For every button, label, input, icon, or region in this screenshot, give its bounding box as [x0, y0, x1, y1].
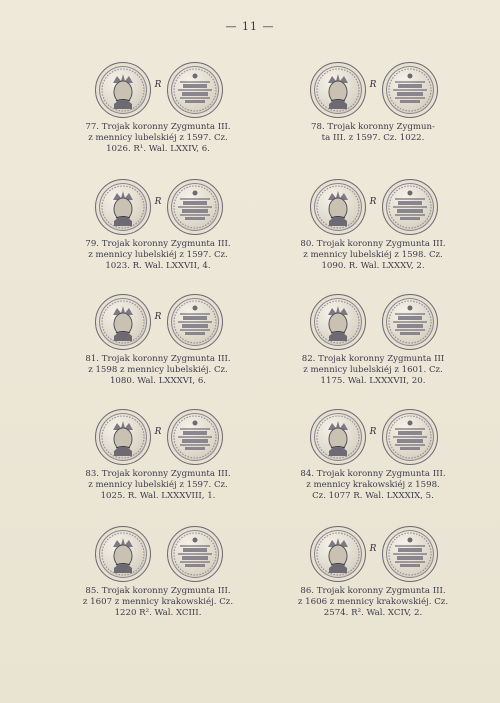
coin-obverse-image	[95, 526, 151, 582]
caption-line: 1090. R. Wal. LXXXV, 2.	[321, 261, 425, 271]
coin-reverse-image	[167, 294, 223, 350]
caption-line: 78. Trojak koronny Zygmun-	[311, 122, 435, 132]
caption-line: 81. Trojak koronny Zygmunta III.	[85, 354, 231, 364]
mint-mark: R	[154, 312, 162, 322]
caption-line: 84. Trojak koronny Zygmunta III.	[300, 469, 446, 479]
coin-obverse-image	[95, 62, 151, 118]
coin-reverse-image	[382, 526, 438, 582]
coin-reverse-image	[382, 179, 438, 235]
mint-mark: R	[154, 427, 162, 437]
caption-line: 80. Trojak koronny Zygmunta III.	[300, 239, 446, 249]
caption-line: z mennicy lubelskiéj z 1597. Cz.	[88, 250, 228, 260]
coin-pair	[53, 290, 263, 352]
coin-obverse-image	[310, 294, 366, 350]
coin-pair	[268, 522, 478, 584]
caption-line: z mennicy lubelskiéj z 1597. Cz.	[88, 133, 228, 143]
mint-mark: R	[154, 197, 162, 207]
coin-entry	[53, 58, 263, 155]
coin-pair	[268, 175, 478, 237]
coin-pair	[53, 522, 263, 584]
coin-entry	[53, 175, 263, 272]
caption-line: z mennicy lubelskiéj z 1597. Cz.	[88, 480, 228, 490]
caption-line: z mennicy lubelskiéj z 1601. Cz.	[303, 365, 443, 375]
coin-entry	[268, 405, 478, 502]
coin-pair	[268, 58, 478, 120]
mint-mark: R	[369, 427, 377, 437]
coin-entry	[268, 522, 478, 619]
mint-mark: R	[154, 80, 162, 90]
coin-caption	[268, 122, 478, 144]
coin-reverse-image	[382, 62, 438, 118]
coin-entry	[53, 290, 263, 387]
page-number: — 11 —	[225, 20, 275, 33]
caption-line: 85. Trojak koronny Zygmunta III.	[85, 586, 231, 596]
coin-obverse-image	[310, 409, 366, 465]
mint-mark: R	[369, 197, 377, 207]
caption-line: 1220 R². Wal. XCIII.	[114, 608, 202, 618]
caption-line: 79. Trojak koronny Zygmunta III.	[85, 239, 231, 249]
caption-line: 82. Trojak koronny Zygmunta III	[301, 354, 445, 364]
coin-caption	[268, 239, 478, 272]
coin-obverse-image	[310, 179, 366, 235]
coin-reverse-image	[167, 179, 223, 235]
caption-line: 86. Trojak koronny Zygmunta III.	[300, 586, 446, 596]
coin-caption	[268, 354, 478, 387]
caption-line: 83. Trojak koronny Zygmunta III.	[85, 469, 231, 479]
caption-line: z mennicy lubelskiéj z 1598. Cz.	[303, 250, 443, 260]
coin-obverse-image	[310, 62, 366, 118]
coin-reverse-image	[382, 294, 438, 350]
coin-entry	[53, 522, 263, 619]
caption-line: 1025. R. Wal. LXXXVIII, 1.	[100, 491, 216, 501]
coin-caption	[268, 469, 478, 502]
mint-mark: R	[369, 544, 377, 554]
coin-obverse-image	[95, 179, 151, 235]
coin-pair	[53, 58, 263, 120]
coin-entry	[53, 405, 263, 502]
caption-line: z 1598 z mennicy lubelskiéj. Cz.	[88, 365, 228, 375]
caption-line: z 1607 z mennicy krakowskiéj. Cz.	[82, 597, 234, 607]
coin-pair	[53, 405, 263, 467]
coin-obverse-image	[310, 526, 366, 582]
mint-mark: R	[369, 80, 377, 90]
coin-caption	[53, 239, 263, 272]
coin-entry	[268, 58, 478, 144]
coin-entry	[268, 175, 478, 272]
coin-obverse-image	[95, 294, 151, 350]
caption-line: 1175. Wal. LXXXVII, 20.	[320, 376, 426, 386]
coin-entry	[268, 290, 478, 387]
coin-caption	[53, 122, 263, 155]
caption-line: 77. Trojak koronny Zygmunta III.	[85, 122, 231, 132]
caption-line: 1026. R¹. Wal. LXXIV, 6.	[106, 144, 210, 154]
coin-caption	[53, 469, 263, 502]
coin-reverse-image	[167, 526, 223, 582]
caption-line: 1080. Wal. LXXXVI, 6.	[109, 376, 207, 386]
caption-line: 2574. R². Wal. XCIV, 2.	[323, 608, 423, 618]
coin-caption	[268, 586, 478, 619]
caption-line: z mennicy krakowskiéj z 1598.	[306, 480, 440, 490]
coin-caption	[53, 354, 263, 387]
coin-reverse-image	[382, 409, 438, 465]
coin-obverse-image	[95, 409, 151, 465]
caption-line: z 1606 z mennicy krakowskiéj. Cz.	[297, 597, 449, 607]
caption-line: 1023. R. Wal. LXXVII, 4.	[105, 261, 211, 271]
coin-caption	[53, 586, 263, 619]
coin-pair	[268, 290, 478, 352]
caption-line: Cz. 1077 R. Wal. LXXXIX, 5.	[312, 491, 434, 501]
coin-pair	[53, 175, 263, 237]
coin-reverse-image	[167, 409, 223, 465]
coin-pair	[268, 405, 478, 467]
caption-line: ta III. z 1597. Cz. 1022.	[321, 133, 425, 143]
coin-reverse-image	[167, 62, 223, 118]
